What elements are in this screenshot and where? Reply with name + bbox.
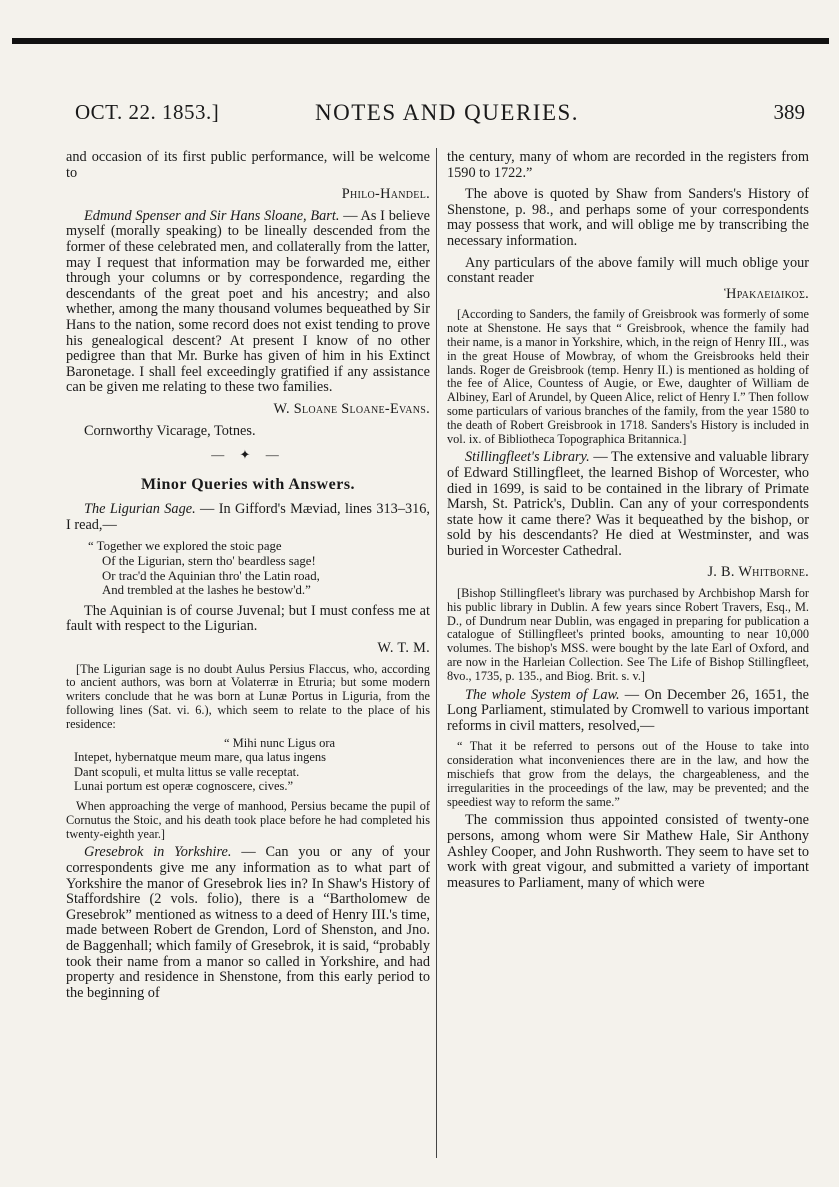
spenser-body: As I believe myself (morally speaking) to be lineally descended from the former of these celebrated men, and collaterally from the latter, may I request that information may be forwarded me, either through your columns or by correspondence, regarding the descendants of the great poet and his ancestry; and also whether, among the many thousand volumes bequeathed by Sir Hans to the nation, some record does not exist tending to prove his genealogical descent? At present I know of no other pedigree than that Mr. Burke has given of him in his Extinct Baronetage. I shall feel exceedingly gratified if any assistance can be given me relating to these two families. [66,207,430,396]
verse-line: Dant scopuli, et multa littus se valle receptat. [74,764,300,779]
page-header [75,100,805,130]
stillingfleet-answer-block [447,587,809,684]
stillingfleet-signature: J. B. Whitborne. [707,564,809,581]
gresebrok-answer-block [447,308,809,446]
law-title: The whole System of Law. [465,686,620,703]
stillingfleet-title: Stillingfleet's Library. [465,449,590,466]
ligurian-after: The Aquinian is of course Juvenal; but I must confess me at fault with respect to the Ligurian. [66,602,430,635]
verse-line: Or trac'd the Aquinian thro' the Latin road, [102,568,320,583]
top-rule [12,38,829,44]
section-ornament: — ✦ — [211,447,285,463]
intro-paragraph: and occasion of its first public performance, will be welcome to [66,149,430,181]
intro-signature: Philo-Handel. [341,186,430,203]
right-column [447,150,809,897]
any-particulars: Any particulars of the above family will much oblige your constant reader [447,254,809,287]
ligurian-signature: W. T. M. [377,640,430,657]
ligurian-body: In Gifford's Mæviad, lines 313–316, I read,— [66,501,430,533]
column-divider [436,148,437,1158]
spenser-place: Cornworthy Vicarage, Totnes. [84,422,256,439]
law-query: The whole System of Law. — On December 26, 1651, the Long Parliament, stimulated by Cromwell to various important reforms in civil matters, resolved,— [447,686,809,734]
verse-line: “ Mihi nunc Ligus ora [224,735,336,750]
gresebrok-continued: the century, many of whom are recorded in the registers from 1590 to 1722.” [447,149,809,181]
verse-line: “ Together we explored the stoic page [88,539,282,554]
law-after: The commission thus appointed consisted of twenty-one persons, among whom were Sir Mathew Hale, Sir Anthony Ashley Cooper, and John Rushworth. They seem to have set to work with great vigour, and submitted a variety of important measures to Parliament, many of which were [447,812,809,891]
journal-title: NOTES AND QUERIES. [315,100,580,125]
ligurian-verse [88,539,430,597]
stillingfleet-answer: [Bishop Stillingfleet's library was purchased by Archbishop Marsh for his public library in Dublin. A few years since Robert Travers, Esq., M. D., of Dundrum near Dublin, was engaged in preparing for publication a catalogue of Stillingfleet's printed books, amounting to near 10,000 volumes. The bishop's MSS. were bought by the late Earl of Oxford, and are now in the Harleian Collection. See The Life of Bishop Stillingfleet, 8vo., 1735, p. 135., and Biog. Brit. s. v.] [447,586,809,683]
verse-line: Of the Ligurian, stern tho' beardless sage! [102,554,316,569]
gresebrok-query: Gresebrok in Yorkshire. — Can you or any of your correspondents give me any information as to what part of Yorkshire the manor of Gresebrok lies in? In Shaw's History of Staffordshire (2 vols. folio), there is a “Bartholomew de Gresebrok” mentioned as witness to a deed of Henry III.'s time, made between Robert de Grendon, Lord of Shenston, and Jno. de Baggenhall; which family of Gresebrok, it is said, “probably took their name from a manor so called in Yorkshire, and had property and residence in Shenstone, from this early period to the beginning of [66,844,430,1001]
gresebrok-body: Can you or any of your correspondents give me any information as to what part of Yorkshire the manor of Gresebrok lies in? In Shaw's History of Staffordshire (2 vols. folio), there is a “Bartholomew de Gresebrok” mentioned as witness to a deed of Henry III.'s time, made between Robert de Grendon, Lord of Shenston, and Jno. de Baggenhall; which family of Gresebrok, it is said, “probably took their name from a manor so called in Yorkshire, and had property and residence in Shenstone, from this early period to the beginning of [66,844,430,1001]
law-body: On December 26, 1651, the Long Parliament, stimulated by Cromwell to various important reforms in civil matters, resolved,— [447,686,809,734]
ligurian-query: The Ligurian Sage. — In Gifford's Mæviad, lines 313–316, I read,— [66,501,430,533]
ligurian-answer: [The Ligurian sage is no doubt Aulus Persius Flaccus, who, according to ancient authors, was born at Volaterræ in Etruria; but some modern writers conclude that he was born at Lunæ Portus in Liguria, from the following lines (Sat. vi. 6.), which seem to relate to the place of his residence: [66,661,430,731]
stillingfleet-query: Stillingfleet's Library. — The extensive and valuable library of Edward Stillingfleet, the learned Bishop of Worcester, who died in 1699, is said to be contained in the library of Primate Marsh, St. Patrick's, Dublin. Can any of your correspondents state how it came there? Was it bequeathed by the bishop, or sold by his descendants? He died at Westminster, and was buried in Worcester Cathedral. [447,449,810,559]
gresebrok-title: Gresebrok in Yorkshire. [84,844,232,861]
law-quote-block [447,740,809,809]
verse-line: And trembled at the lashes he bestow'd.” [102,583,311,598]
spenser-title: Edmund Spenser and Sir Hans Sloane, Bart. [84,207,340,224]
verse-line: Intepet, hybernatque meum mare, qua latus ingens [74,750,327,765]
verse-line: Lunai portum est operæ cognoscere, cives.” [74,779,294,794]
any-signature: Ἡρακλειδικος. [724,285,809,302]
gresebrok-answer: [According to Sanders, the family of Greisbrook was formerly of some note at Shenstone. He says that “ Greisbrook, whence the family had their name, is a manor in Yorkshire, which, in the reign of Henry III., was in the great House of Mowbray, of whom the Greisbrooks held their lands. Roger de Greisbrook (temp. Henry II.) is mentioned as holding of the fee of Alice, Countess of Augie, or Ewe, daughter of William de Albiney, Earl of Arundel, by Queen Alice, relict of Henry I.” Then follow some particulars of various branches of the family, from the year 1580 to the death of Robert Greisbrook in 1718. Sanders's History is included in vol. ix. of Bibliotheca Topographica Britannica.] [447,307,809,446]
ligurian-title: The Ligurian Sage. [84,501,196,518]
ligurian-answer-block [66,663,430,842]
stillingfleet-body: The extensive and valuable library of Edward Stillingfleet, the learned Bishop of Worcester, who died in 1699, is said to be contained in the library of Primate Marsh, St. Patrick's, Dublin. Can any of your correspondents state how it came there? Was it bequeathed by the bishop, or sold by his descendants? He died at Westminster, and was buried in Worcester Cathedral. [447,449,810,559]
shaw-paragraph: The above is quoted by Shaw from Sanders's History of Shenstone, p. 98., and perhaps some of your correspondents may possess that work, and will oblige me by transcribing the necessary information. [447,186,809,249]
issue-date: OCT. 22. 1853.] [75,100,220,124]
law-quote: “ That it be referred to persons out of the House to take into consideration what inconveniences there are in the law, and how the mischiefs that grow from the delays, the chargeableness, and the irregularities in the proceedings of the law, may be prevented; and the speediest way to reform the same.” [447,739,809,809]
section-title: Minor Queries with Answers. [140,475,356,493]
page-number: 389 [773,100,805,124]
spenser-signature: W. Sloane Sloane-Evans. [273,400,430,417]
latin-verse [74,736,430,794]
spenser-query: Edmund Spenser and Sir Hans Sloane, Bart. — As I believe myself (morally speaking) to be lineally descended from the former of these celebrated men, and collaterally from the latter, may I request that information may be forwarded me, either through your columns or by correspondence, regarding the descendants of the great poet and his ancestry; and also whether, among the many thousand volumes bequeathed by Sir Hans to the nation, some record does not exist tending to prove his genealogical descent? At present I know of no other pedigree than that Mr. Burke has given of him in his Extinct Baronetage. I shall feel exceedingly gratified if any assistance can be given me relating to these two families. [66,207,430,396]
left-column [66,150,430,1007]
ligurian-answer-2: When approaching the verge of manhood, Persius became the pupil of Cornutus the Stoic, and his death took place before he had completed his twenty-eighth year.] [66,798,430,841]
